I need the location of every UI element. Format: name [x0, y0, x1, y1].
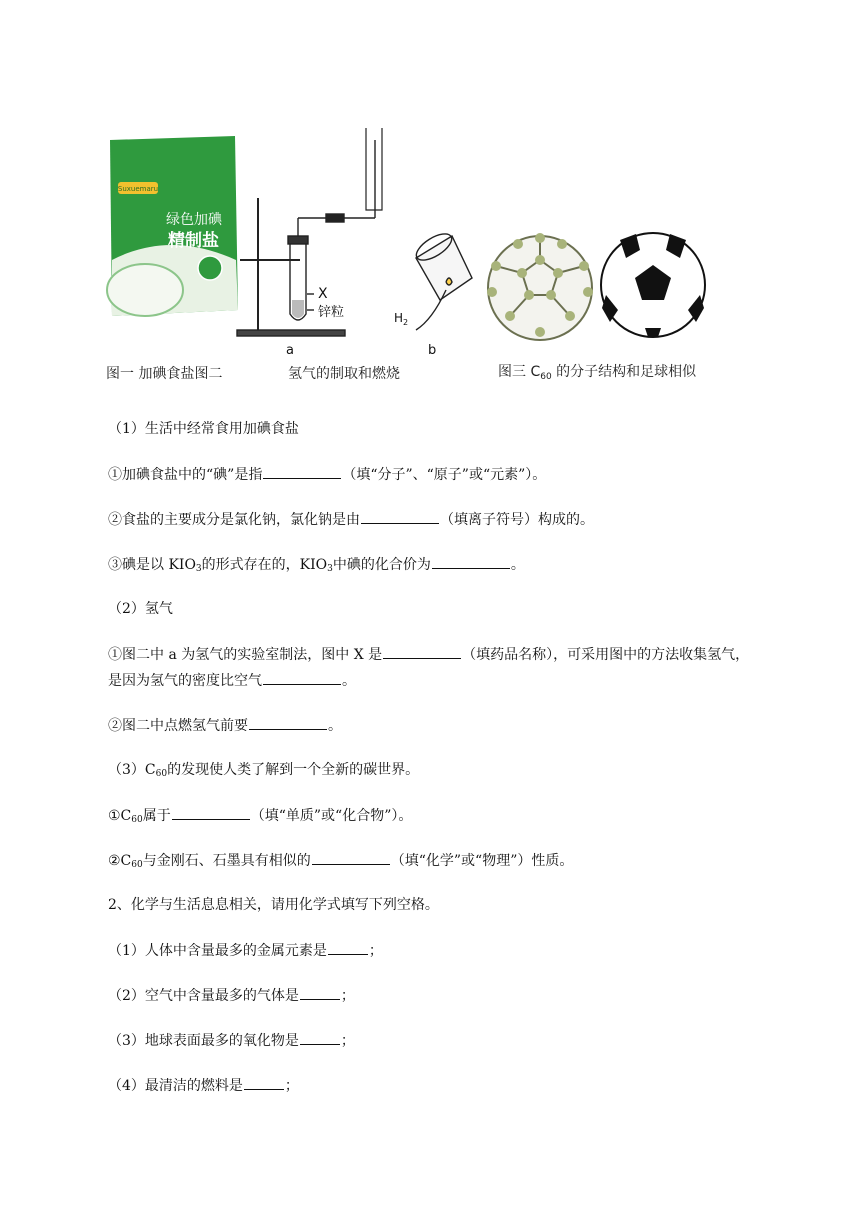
q1-3-text-a: ③碘是以 KIO — [108, 557, 196, 573]
q1-title: （1）生活中经常食用加碘食盐 — [108, 421, 299, 437]
q1-3-text-b: 的形式存在的，KIO — [201, 557, 328, 573]
p2-4-end: ； — [284, 1078, 299, 1094]
q1-3-text-c: 中碘的化合价为 — [332, 557, 431, 573]
p2-title: 2、化学与生活息息相关，请用化学式填写下列空格。 — [108, 897, 439, 913]
p2-3-text: （3）地球表面最多的氧化物是 — [108, 1033, 299, 1049]
p2-3 — [108, 1029, 355, 1052]
subscript: 3 — [327, 564, 333, 574]
q3-2 — [108, 849, 573, 876]
p2-4-text: （4）最清洁的燃料是 — [108, 1078, 243, 1094]
answer-blank[interactable] — [300, 1029, 340, 1045]
p2-4 — [108, 1074, 299, 1097]
q3-1-mid: 属于 — [142, 808, 171, 824]
salt-bag-image — [107, 136, 238, 316]
q2-2-end: 。 — [328, 718, 342, 734]
q1-1-hint: （填“分子”、“原子”或“元素”）。 — [342, 467, 547, 483]
q3-2-hint: （填“化学”或“物理”）性质。 — [390, 853, 574, 869]
q1-1-text: ①加碘食盐中的“碘”是指 — [108, 467, 263, 483]
q1-3 — [108, 553, 525, 580]
answer-blank[interactable] — [172, 804, 250, 820]
q2-1-hint: （填药品名称），可采用图中的方法收集氢气， — [462, 647, 750, 663]
subscript: 3 — [195, 564, 202, 574]
q3-1 — [108, 804, 412, 831]
q2-2-text: ②图二中点燃氢气前要 — [108, 718, 248, 734]
caption-fig3: 图三 $C_{60}$ 的分子结构和足球相似 — [498, 364, 697, 382]
q3-title-post: 的发现使人类了解到一个全新的碳世界。 — [167, 762, 420, 778]
q1-2-hint: （填离子符号）构成的。 — [440, 512, 594, 528]
c60-molecule-image — [487, 233, 593, 340]
q1-2 — [108, 508, 594, 531]
hydrogen-apparatus — [237, 128, 382, 336]
subscript: 60 — [131, 815, 143, 825]
soccer-ball-image — [601, 233, 705, 337]
label-h2: $H_2$ — [394, 311, 409, 327]
q3-title-pre: （3）C — [108, 762, 156, 778]
q2-1-line2-text: 是因为氢气的密度比空气 — [108, 673, 262, 689]
q3-1-pre: ①C — [108, 808, 132, 824]
q3-2-pre: ②C — [108, 853, 132, 869]
answer-blank[interactable] — [263, 669, 341, 685]
label-zinc: 锌粒 — [318, 305, 345, 320]
label-x: X — [318, 286, 328, 302]
p2-2-end: ； — [340, 988, 355, 1004]
q1-2-text: ②食盐的主要成分是氯化钠，氯化钠是由 — [108, 512, 360, 528]
q2-2 — [108, 714, 342, 737]
q1-3-end: 。 — [510, 557, 525, 573]
bag-logo: Suxuemaru — [117, 185, 159, 193]
answer-blank[interactable] — [300, 984, 340, 1000]
bag-product: 精制盐 — [168, 231, 219, 251]
q2-1-text: ①图二中 a 为氢气的实验室制法，图中 X 是 — [108, 647, 383, 663]
subscript: 60 — [155, 769, 168, 779]
p2-1-end: ； — [368, 943, 383, 959]
caption-fig1: 图一 加碘食盐图二 — [106, 366, 223, 382]
q3-1-hint: （填“单质”或“化合物”）。 — [250, 808, 413, 824]
figure-drawing — [100, 110, 720, 390]
p2-1 — [108, 939, 383, 962]
q3-title — [108, 759, 419, 785]
answer-blank[interactable] — [312, 849, 390, 865]
answer-blank[interactable] — [249, 714, 327, 730]
answer-blank[interactable] — [244, 1074, 284, 1090]
bag-brand: 绿色加碘 — [166, 212, 222, 228]
q2-1 — [108, 643, 749, 666]
p2-3-end: ； — [340, 1033, 355, 1049]
p2-2-text: （2）空气中含量最多的气体是 — [108, 988, 299, 1004]
q1-1 — [108, 463, 546, 486]
answer-blank[interactable] — [383, 643, 461, 659]
subscript: 60 — [131, 860, 143, 870]
q3-2-mid: 与金刚石、石墨具有相似的 — [142, 853, 311, 869]
label-b: b — [428, 343, 437, 358]
answer-blank[interactable] — [432, 553, 510, 569]
answer-blank[interactable] — [361, 508, 439, 524]
p2-1-text: （1）人体中含量最多的金属元素是 — [108, 943, 327, 959]
answer-blank[interactable] — [328, 939, 368, 955]
figure-panel — [100, 110, 720, 390]
p2-2 — [108, 984, 355, 1007]
q2-1-line2-end: 。 — [342, 673, 356, 689]
answer-blank[interactable] — [263, 463, 341, 479]
caption-fig2: 氢气的制取和燃烧 — [288, 366, 400, 382]
q2-title: （2）氢气 — [108, 601, 173, 617]
q2-1-line2 — [108, 669, 356, 692]
label-a: a — [286, 343, 294, 358]
hydrogen-burning — [412, 229, 472, 330]
